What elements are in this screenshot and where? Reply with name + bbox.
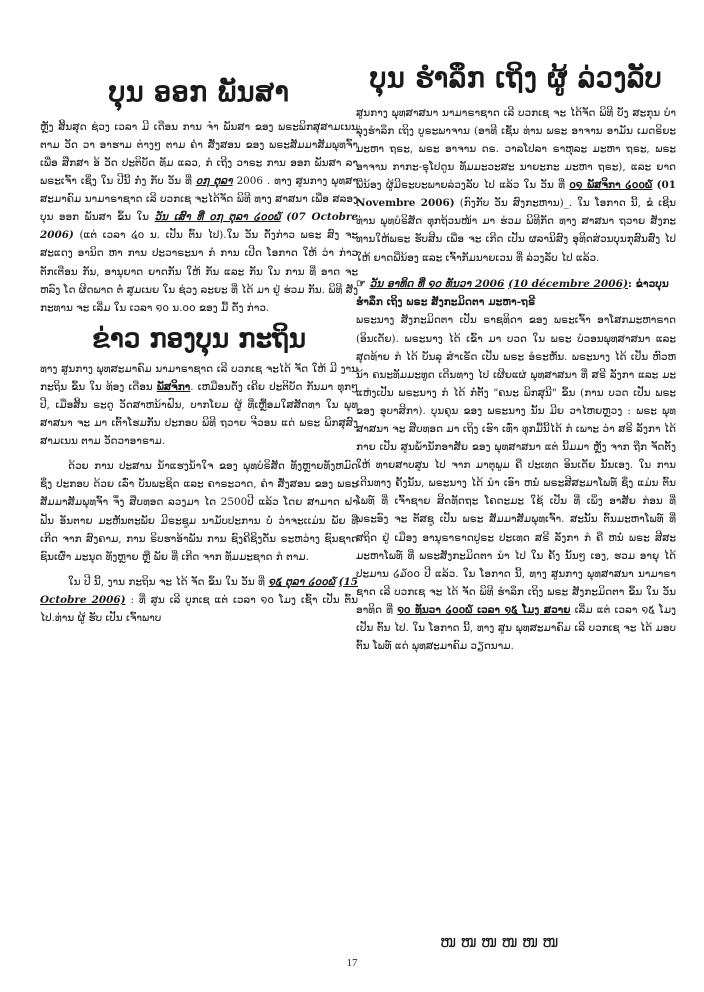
- article-title-memorial: ບຸນ ຮຳລຶກ ເຖິງ ຜູ້ ລ່ວງລັບ: [369, 63, 663, 94]
- article-title-ok-phansa: ບຸນ ອອກ ພັນສາ: [108, 77, 290, 108]
- page-number: 17: [346, 957, 358, 969]
- paragraph-memorial: [356, 104, 676, 267]
- left-column: [40, 62, 358, 634]
- date-link[interactable]: ໐໑ ພັສຈິກາ ໒໐໐໖: [569, 179, 653, 192]
- text: ພຣະນາງ ສັງກະມິດຕາ ເປັນ ຣາຊທິດາ ຂອງ ພຣະເຈົ້າ ອາໂສກມະຫາຣາດ (ອິນເດັຍ). ພຣະນາງ ໄດ້ ເຂົ້າ ມາ ບວດ ໃນ ພຣະ ບໍວອນພຸທສາສນາ ແລະ ສຸດທ້າຍ ກໍ ໄດ້ ບັນລຸ ສຳເຣັດ ເປັນ ພຣະ ອໍຣະຫັນ. ພຣະນາງ ໄດ້ ເປັນ ຫົວຫນ້າ ຄນະທັມມະທູດ ເດີນທາງ ໄປ ເຜີຍແຜ່ ພຸທສາສນາ ທີ່ ສຣີ ລັງກາ ແລະ ມະ ແຫ່ງເປັນ ພຣະນາງ ກໍ ໄດ້ ກໍ່ຕັ້ງ: [356, 314, 676, 399]
- date-lao: ໐໗ ຕຸລາ: [195, 175, 233, 188]
- text: 2006 . ທາງ ສູນກາງ ພຸທສາສະມາຄົມ ນາມາຣາຊາດ ເລີ ບວກເຊ ຈະໄດ້ຈັດ ພິທີ ທາງ ສາສນາ ເພື່ອ ສລອງ ບຸນ ອອກ ພັນສາ ຂຶ້ນ ໃນ: [40, 175, 359, 224]
- date-french: (01 Novembre 2006): [356, 179, 677, 210]
- paragraph-kathin-1: [40, 360, 358, 450]
- date-french: (10 décembre 2006): [508, 277, 629, 290]
- heading-text: : ຂ່າວບຸນ ຮຳລຶກ ເຖິງ ພຣະ ສັງກະມິດຕາ ມະຫາ-ຖຣີ: [356, 277, 669, 309]
- text: ຂຶ້ນ (ການ ບວດ ເປັນ ພຣະ ຂອງ ອຸບາສິກາ). ບຸນຄຸນ ຂອງ ພຣະນາງ ນັ້ນ ມີຍ ວາໄຫຍຫຼວງ : ພຣະ ພຸທສາສນາ ຈະ ສືບທອດ ມາ ເຖິງ ເຮົາ ເທົ່າ ທຸກມື້ນີ້ໄດ້ ກໍ ເພາະ ວ່າ ສຣີ ລັງກາ ໄດ້ ກາຍ ເປັນ ສູນພໍ້ານັກອາສັຍ ຂອງ ພຸທສາສນາ ແຕ່ ນີ້ມມາ ຫຼັງ ຈາກ ຖືກ ຈັດຕັ້ງ ໃຫ້ ທາຍສາບສູນ ໄປ ຈາກ ມາຕຸພູມ ຄື ປະເທດ ອິນເດັຍ ນັ້ນເອງ. ໃນ ການ ເດີນທາງ ຄັ້ງນັ້ນ, ພຣະນາງ ໄດ້ ນຳ ເອົາ ຫນໍ່ ພຣະສີສະມາໂພທ໌ ຊຶ່ງ ແມ່ນ ຕົ້ນ ໂພທ໌ ທີ່ ເຈົ້າຊາຍ ສິດທັດຖະ ໂຄດະມະ ໃຊ້ ເປັນ ທີ່ ເພິ່ງ ອາສັຍ ກ່ອນ ທີ່ ພຣະອົງ ຈະ ຕັສຊູ ເປັນ ພຣະ ສັມມາສັມພຸທເຈົ້າ. ສະນັ້ນ ຕົ້ນມະຫາໂພທ໌ ທີ່ ສຖິດ ຢູ່ ເມືອງ ອານຸຣາຣາດປູຣະ ປະເທດ ສຣີ ລັງກາ ກໍ ຄື ຫນໍ່ ພຣະ ສີສະມະຫາໂພທ໌ ທີ່ ພຣະສັງກະມິດຕາ ນຳ ໄປ ໃນ ຄັ້ງ ນັ້ນໆ ເອງ, ຮວມ ອາຍຸ ໄດ້ ປະມານ ໒໓໐໐ ປີ ແລ້ວ. ໃນ ໂອກາດ ນີ້, ທາງ ສູນກາງ ພຸທສາສນາ ນາມາຣາຊາດ ເລີ ບວກເຊ ຈະ ໄດ້ ຈັດ ພິທີ ຮຳລຶກ ເຖິງ ພຣະ ສັງກະມິດຕາ ຂຶ້ນ ໃນ ວັນ ອາທິດ ທີ່: [356, 386, 677, 616]
- text: : ທີ່ ສູນ ເລີ ບູກເຊ ແຕ່ ເວລາ ໑໐ ໂມງ ເຊົ້າ ເປັນ ຕົ້ນ ໄປ.ທ່ານ ຜູ້ ຮັບ ເປັນ ເຈົ້າພາບ: [40, 593, 359, 624]
- paragraph-kathin-3: [40, 573, 358, 627]
- date-link[interactable]: ໑໐ ທັນວາ ໒໐໐໖ ເວລາ ໑໕ ໂມງ ສວາຍ: [397, 603, 571, 616]
- pointing-hand-icon: ☞: [356, 276, 366, 290]
- date-lao: ໑໕ ຕຸລາ ໒໐໐໖: [268, 575, 336, 588]
- date-lao: ວັນ ອາທິດ ທີ່ ໑໐ ທັນວາ 2006: [369, 277, 505, 290]
- paragraph-kathin-2: ດ້ວຍ ການ ປະສານ ນ້ຳແຮງນ້ຳໃຈ ຂອງ ພຸທບໍຣິສັດ ທັງຫຼາຍທັງຫມົດ ຊຶ່ງ ປະກອບ ດ້ວຍ ເລົ່າ ບັນພະຊິດ ແລະ ຄາຣະວາດ, ຄຳ ສັ່ງສອນ ຂອງ ພຣະສັມມາສັມພຸທຈົ້າ ຈຶ່ງ ສືບທອດ ລວງມາ ໄດ 2500ປີ ແລ້ວ ໂດຍ ສາມາດ ຝາຟັນ ອັນຕາຍ ມະຫັນຕະພັຍ ມີຣະຊູມ ນາມັບປະການ ບໍ່ ວ່າຈະເເມ່ນ ພັຍ ທີ່ ເກີດ ຈາກ ສົງຄາມ, ການ ຣິບຮາອ້າພັນ ການ ຊົງຄີຊິງດັ່ນ ຣະຫວ່າງ ຊົນຊາດ ຊົນເຜົ່າ ມະນຸດ ທັງຫຼາຍ ຫຼື ພັຍ ທີ່ ເກີດ ຈາກ ທັມມະຊາດ ກໍ ຕາມ.: [40, 460, 358, 563]
- ornament-divider: ໜໜໜໜໜໜ: [440, 932, 563, 951]
- article-title-kathin: ຂ່າວ ກອງບຸນ ກະຖິນ: [92, 323, 306, 354]
- text: ຫຼັງ ສິ້ນສຸດ ຊ່ວງ ເວລາ ມີ ເດືອນ ການ ຈຳ ພັນສາ ຂອງ ພຣະພິກສຸສາມເນນ ຕາມ ວັດ ວາ ອາຮາມ ຕ່າງໆ ຕາມ ຄຳ ສັ່ງສອນ ຂອງ ພຣະສັມມາສັມພຸທຈົ້າ ເພື່ອ ສືກສາ ອ້ ວັດ ປະຕິບັດ ທັມ ແລວ, ກໍ ເຖີງ ວາຣະ ການ ອອກ ພັນສາ ລາ ພຣະເຈົ້າ ເຊິ່ງ ໃນ ປີນີ້ ກໍ່ງ ກັບ ວັນ ທີ່: [40, 120, 358, 188]
- text: (ກົງກັບ ວັນ ສົງກະຫານ)_. ໃນ ໂອກາດ ນີ້, ຂໍ ເຊີນ ທ່ານ ພຸທບໍຣິສັດ ທຸກຖ້ວນໜ້າ ມາ ຮ່ວມ ພິທີກັດ ທາງ ສາສນາ ຖວາຍ ສັງກະທານໃຫ້ພຣະ ຮັບສີນ ເພື່ອ ຈະ ເກີດ ເປັນ ຜລານິສົງ ອຸທິດສ່ວນບຸນກຸສົນສົ່ງ ໄປ ໃຫ້ ຍາດພີ່ນ້ອງ ແລະ ເຈົ້າກັມນາຍເວນ ທີ່ ລ່ວງລັບ ໄປ ແລ້ວ.: [356, 197, 676, 264]
- date-link[interactable]: ວັນ ເສົາ ທີ່ ໐໗ ຕຸລາ ໒໐໐໖: [154, 211, 281, 224]
- text: ສູນກາງ ພຸທສາສນາ ນາມາຣາຊາດ ເລີ ບວກເຊ ຈະ ໄດ້ຈັດ ພິທີ ບັງ ສະກຸນ ບຳລຸ່ງຮຳລຶກ ເຖິງ ບູຣະພາຈານ (ອາທີ ເຊັ່ນ ທ່ານ ພຣະ ອາຈານ ອາມັນ ເມດຣິຍະ ມະຫາ ຖຣະ, ພຣະ ອາຈານ ດຣ. ວາລໂປລາ ຣາຫຸລະ ມະຫາ ຖຣະ, ພຣະ ອາຈານ ກາກະ-ຣຸໂປດູນ ທັມມະວະສະ ນາຍະກະ ມະຫາ ຖຣະ), ແລະ ຍາດພີ່ນ້ອງ ຜູ້ມີຣະບະພາຍລ່ວງລັບ ໄປ ແລ້ວ ໃນ ວັນ ທີ່: [356, 106, 676, 192]
- paragraph-ok-phansa: [40, 118, 358, 317]
- date-french: (07 Octobre 2006): [40, 211, 358, 242]
- paragraph-sanghamitta: [356, 311, 676, 655]
- text: . ເຫມືອນດັ່ງ ເຄີຍ ປະຕິບັດ ກັນມາ ທຸກໆປີ, ເມື່ອສິ້ນ ຣະດູ ວັດສາຫນ້າຝົນ, ບາກໂຍມ ຜູ້ ທີ່ເຫຼື້ອມໃສສັດທາ ໃນ ພຸທສາສນາ ຈະ ມາ ເຕົ້າໂຮມກັນ ປະກອບ ພິທີ ຖວາຍ ຈີວອນ ແດ່ ພຣະ ພິກສຸສົງ ສາມເນນ ຕາມ ວັດວາອາຣາມ.: [40, 380, 358, 448]
- right-column: [356, 62, 676, 662]
- date-french: (15 Octobre 2006): [40, 575, 358, 606]
- month-link[interactable]: ພັສຈິກາ: [156, 380, 191, 393]
- text: ທາງ ສູນກາງ ພຸທສະມາຄົມ ນາມາຣາຊາດ ເລີ ບວກເຊ ຈະໄດ້ ຈັດ ໃຫ້ ມີ ງານ ກະຖິນ ຂຶ້ນ ໃນ ທ້ອງ ເດືອນ: [40, 362, 358, 393]
- event-date-heading: [356, 274, 676, 312]
- quote: "ຄນະ ພິກສຸນີ": [493, 386, 557, 399]
- text: ໃນ ປີ ນີ້, ງານ ກະຖິນ ຈະ ໄດ້ ຈັດ ຂຶ້ນ ໃນ ວັນ ທີ່: [68, 575, 265, 588]
- text: ເລີ່ມ ແຕ່ ເວລາ ໑໕ ໂມງ ເປັນ ຕົ້ນ ໄປ. ໃນ ໂອກາດ ນີ້, ທາງ ສູນ ພຸທສະມາຄົມ ເລີ ບວກເຊ ຈະ ໄດ້ ມອບ ຕົ້ນ ໂພທ໌ ແດ່ ພຸທສະມາຄົມ ວຽດນາມ.: [356, 603, 676, 653]
- text: (ແຕ່ ເວລາ ໔໐ ນ. ເປັນ ຕົ້ນ ໄປ).ໃນ ວັນ ດັ່ງກ່າວ ພຣະ ສົງ ຈະ ສະແດງ ອານິດ ຫາ ການ ປະວາຣະນາ ກໍ ການ ເປີດ ໂອກາດ ໃຫ້ ວ່າ ກ່າວ ຕັກເຕືອນ ກັນ, ອານຸຍາດ ຍາດກັນ ໃຫ້ ກັນ ແລະ ກັນ ໃນ ການ ທີ່ ອາດ ຈະ ຫລົງ ໂດ ຜິດພາດ ຕໍ່ ສູມເນຍ ໃນ ຊ່ວງ ລະຍະ ທີ່ ໄດ້ ມາ ຢູ່ ຮ່ວມ ກັນ. ພິທີ ສັງກະທານ ຈະ ເລີ່ມ ໃນ ເວລາ ໑໐ ນ.໐໐ ຂອງ ມື້ ດັ່ງ ກ່າວ.: [40, 229, 359, 314]
